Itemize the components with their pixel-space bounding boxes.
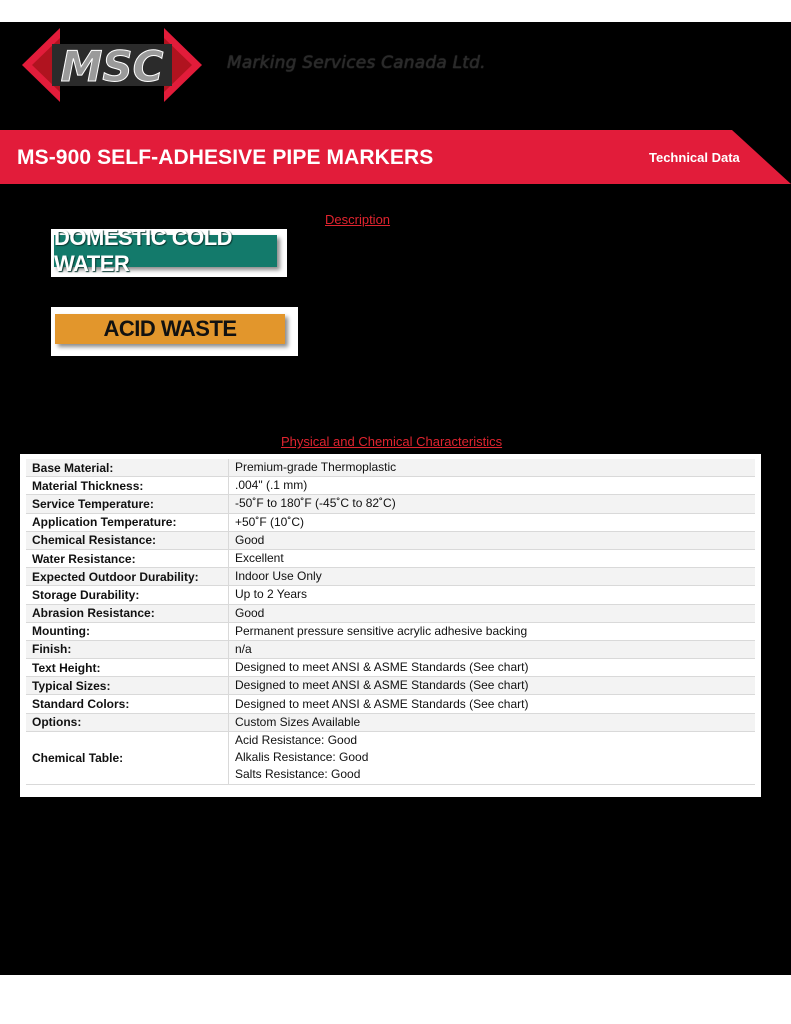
row-value-line: Alkalis Resistance: Good xyxy=(235,750,369,765)
marker-sample-acid-waste: ACID WASTE xyxy=(55,314,285,344)
row-value-line: Up to 2 Years xyxy=(235,587,308,602)
table-row xyxy=(26,513,755,531)
row-value-line: .004" (.1 mm) xyxy=(235,478,308,493)
row-label: Options: xyxy=(26,713,229,731)
table-row xyxy=(26,586,755,604)
row-value xyxy=(229,659,756,677)
row-label: Service Temperature: xyxy=(26,495,229,513)
row-value-line: Excellent xyxy=(235,551,284,566)
row-value-line: -50˚F to 180˚F (-45˚C to 82˚C) xyxy=(235,496,396,511)
row-value xyxy=(229,568,756,586)
row-value xyxy=(229,495,756,513)
row-label: Standard Colors: xyxy=(26,695,229,713)
document-page xyxy=(0,22,791,975)
table-row xyxy=(26,568,755,586)
row-value-line: Good xyxy=(235,532,265,547)
row-value-line: Designed to meet ANSI & ASME Standards (See chart) xyxy=(235,696,529,711)
table-row xyxy=(26,477,755,495)
row-label: Chemical Resistance: xyxy=(26,531,229,549)
row-value xyxy=(229,604,756,622)
row-label: Water Resistance: xyxy=(26,549,229,567)
row-value-line: Indoor Use Only xyxy=(235,569,322,584)
row-value-line: Acid Resistance: Good xyxy=(235,733,358,748)
row-value-line: Good xyxy=(235,605,265,620)
characteristics-heading: Physical and Chemical Characteristics xyxy=(281,434,503,449)
page-title: MS-900 SELF-ADHESIVE PIPE MARKERS xyxy=(17,146,434,169)
row-label: Storage Durability: xyxy=(26,586,229,604)
row-value xyxy=(229,677,756,695)
marker-sample-frame xyxy=(51,225,287,277)
row-label: Material Thickness: xyxy=(26,477,229,495)
row-value-line: Custom Sizes Available xyxy=(235,714,361,729)
row-value xyxy=(229,477,756,495)
row-label: Mounting: xyxy=(26,622,229,640)
row-value xyxy=(229,695,756,713)
marker-sample-frame xyxy=(51,307,298,356)
table-row xyxy=(26,459,755,477)
table-row xyxy=(26,640,755,658)
row-label: Typical Sizes: xyxy=(26,677,229,695)
table-row xyxy=(26,695,755,713)
row-value-line: Salts Resistance: Good xyxy=(235,767,361,782)
table-row xyxy=(26,549,755,567)
company-name: Marking Services Canada Ltd. xyxy=(227,53,486,73)
row-value xyxy=(229,713,756,731)
row-value-line: +50˚F (10˚C) xyxy=(235,514,305,529)
row-value-line: Premium-grade Thermoplastic xyxy=(235,460,397,475)
row-value-line: Permanent pressure sensitive acrylic adhesive backing xyxy=(235,623,528,638)
table-row xyxy=(26,713,755,731)
technical-data-label: Technical Data xyxy=(649,150,740,165)
row-value-line: Designed to meet ANSI & ASME Standards (See chart) xyxy=(235,678,529,693)
description-heading: Description xyxy=(325,212,391,227)
marker-sample-domestic-cold-water: DOMESTIC COLD WATER xyxy=(54,235,277,267)
row-value xyxy=(229,622,756,640)
row-value xyxy=(229,586,756,604)
row-value-line: n/a xyxy=(235,641,252,656)
characteristics-table xyxy=(26,459,755,785)
table-row xyxy=(26,604,755,622)
row-value xyxy=(229,531,756,549)
table-row xyxy=(26,677,755,695)
msc-logo xyxy=(22,26,202,104)
row-value-line: Designed to meet ANSI & ASME Standards (See chart) xyxy=(235,660,529,675)
row-value xyxy=(229,459,756,477)
row-label: Expected Outdoor Durability: xyxy=(26,568,229,586)
row-value xyxy=(229,549,756,567)
row-label: Abrasion Resistance: xyxy=(26,604,229,622)
row-label: Application Temperature: xyxy=(26,513,229,531)
logo-text: MSC xyxy=(60,42,164,91)
row-label: Finish: xyxy=(26,640,229,658)
characteristics-table-container xyxy=(20,454,761,797)
row-value xyxy=(229,513,756,531)
row-label: Chemical Table: xyxy=(26,731,229,784)
table-row xyxy=(26,731,755,784)
table-row xyxy=(26,659,755,677)
table-row xyxy=(26,531,755,549)
row-value xyxy=(229,640,756,658)
table-row xyxy=(26,622,755,640)
row-label: Base Material: xyxy=(26,459,229,477)
row-label: Text Height: xyxy=(26,659,229,677)
row-value xyxy=(229,731,756,784)
table-row xyxy=(26,495,755,513)
